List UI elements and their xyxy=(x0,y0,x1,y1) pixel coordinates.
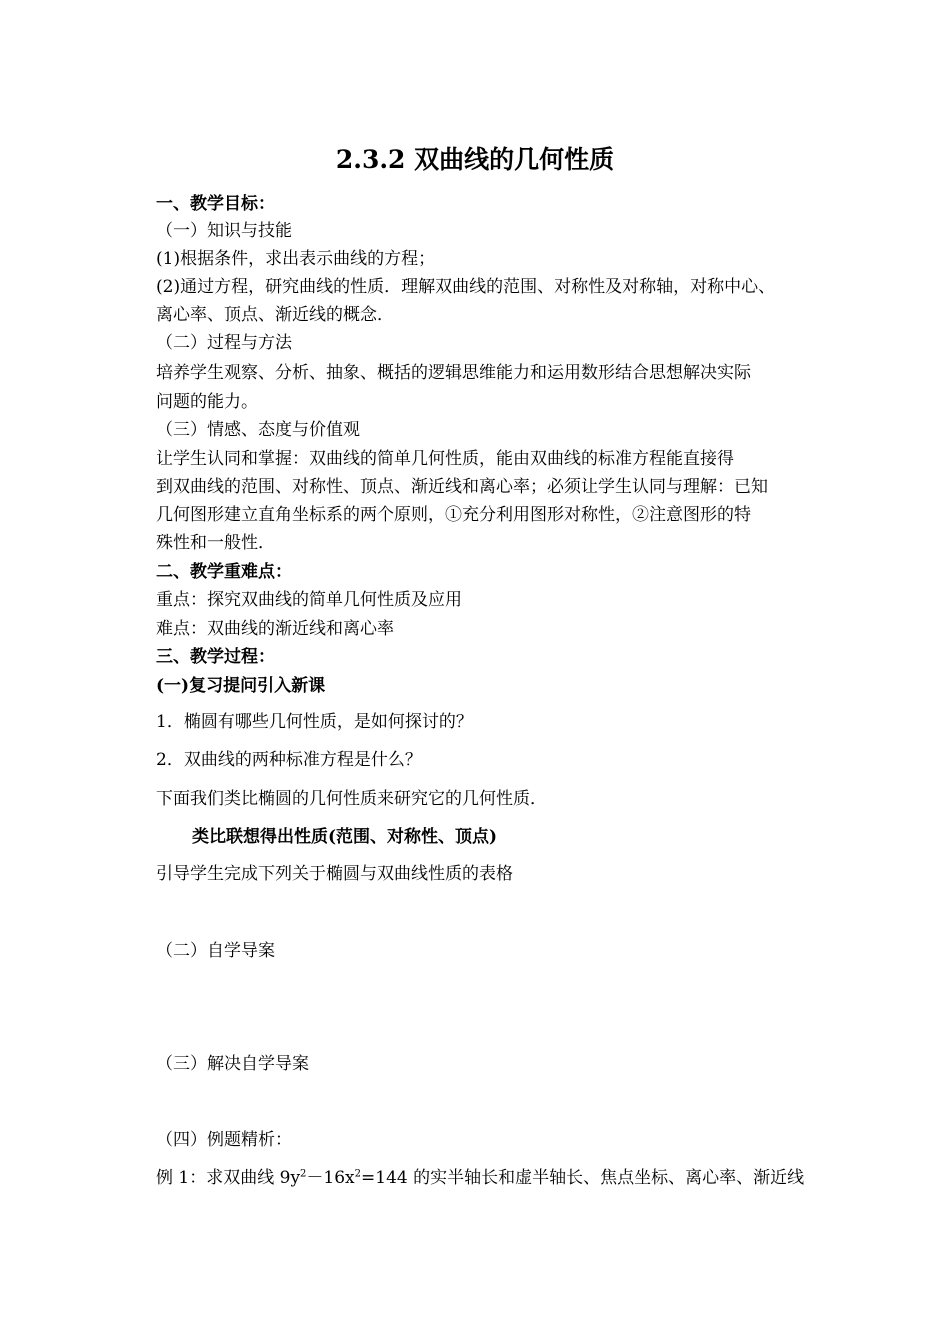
para-3b: 问题的能力。 xyxy=(156,392,258,412)
para-5: 下面我们类比椭圆的几何性质来研究它的几何性质． xyxy=(156,789,547,809)
para-2b: 离心率、顶点、渐近线的概念． xyxy=(156,305,394,325)
question-1: 1．椭圆有哪些几何性质，是如何探讨的？ xyxy=(156,712,473,732)
doc-title: 2.3.2 双曲线的几何性质 xyxy=(335,145,615,174)
para-4b: 到双曲线的范围、对称性、顶点、渐近线和离心率；必须让学生认同与理解：已知 xyxy=(156,477,768,497)
subheading-self-study: （二）自学导案 xyxy=(156,941,275,961)
section-process: （二）过程与方法 xyxy=(156,333,292,353)
example-1-part-b: －16x xyxy=(306,1168,355,1188)
subheading-examples: （四）例题精析： xyxy=(156,1130,292,1150)
heading-process: 三、教学过程： xyxy=(156,647,275,667)
example-1-sup-2: 2 xyxy=(354,1168,362,1180)
example-1 xyxy=(156,1164,836,1192)
example-1-sup-1: 2 xyxy=(300,1168,307,1180)
para-4c: 几何图形建立直角坐标系的两个原则，①充分利用图形对称性，②注意图形的特 xyxy=(156,505,751,525)
difficult-point: 难点：双曲线的渐近线和离心率 xyxy=(156,619,394,639)
example-1-part-c: =144 的实半轴长和虚半轴长、焦点坐标、离心率、渐近线 xyxy=(361,1168,805,1188)
para-1: (1)根据条件，求出表示曲线的方程； xyxy=(156,249,436,269)
example-1-part-a: 例 1：求双曲线 9y xyxy=(156,1168,301,1188)
para-3a: 培养学生观察、分析、抽象、概括的逻辑思维能力和运用数形结合思想解决实际 xyxy=(156,363,751,383)
key-point: 重点：探究双曲线的简单几何性质及应用 xyxy=(156,590,462,610)
heading-objectives: 一、教学目标： xyxy=(156,194,275,214)
para-4d: 殊性和一般性． xyxy=(156,533,275,553)
section-emotion: （三）情感、态度与价值观 xyxy=(156,420,360,440)
para-6: 引导学生完成下列关于椭圆与双曲线性质的表格 xyxy=(156,864,513,884)
question-2: 2．双曲线的两种标准方程是什么？ xyxy=(156,750,422,770)
para-2a: (2)通过方程，研究曲线的性质．理解双曲线的范围、对称性及对称轴，对称中心、 xyxy=(156,277,776,297)
subheading-review: (一)复习提问引入新课 xyxy=(156,676,326,696)
para-4a: 让学生认同和掌握：双曲线的简单几何性质，能由双曲线的标准方程能直接得 xyxy=(156,449,734,469)
heading-key-points: 二、教学重难点： xyxy=(156,562,292,582)
section-knowledge: （一）知识与技能 xyxy=(156,221,292,241)
subheading-solve: （三）解决自学导案 xyxy=(156,1054,309,1074)
bold-analogy: 类比联想得出性质(范围、对称性、顶点) xyxy=(192,827,498,847)
